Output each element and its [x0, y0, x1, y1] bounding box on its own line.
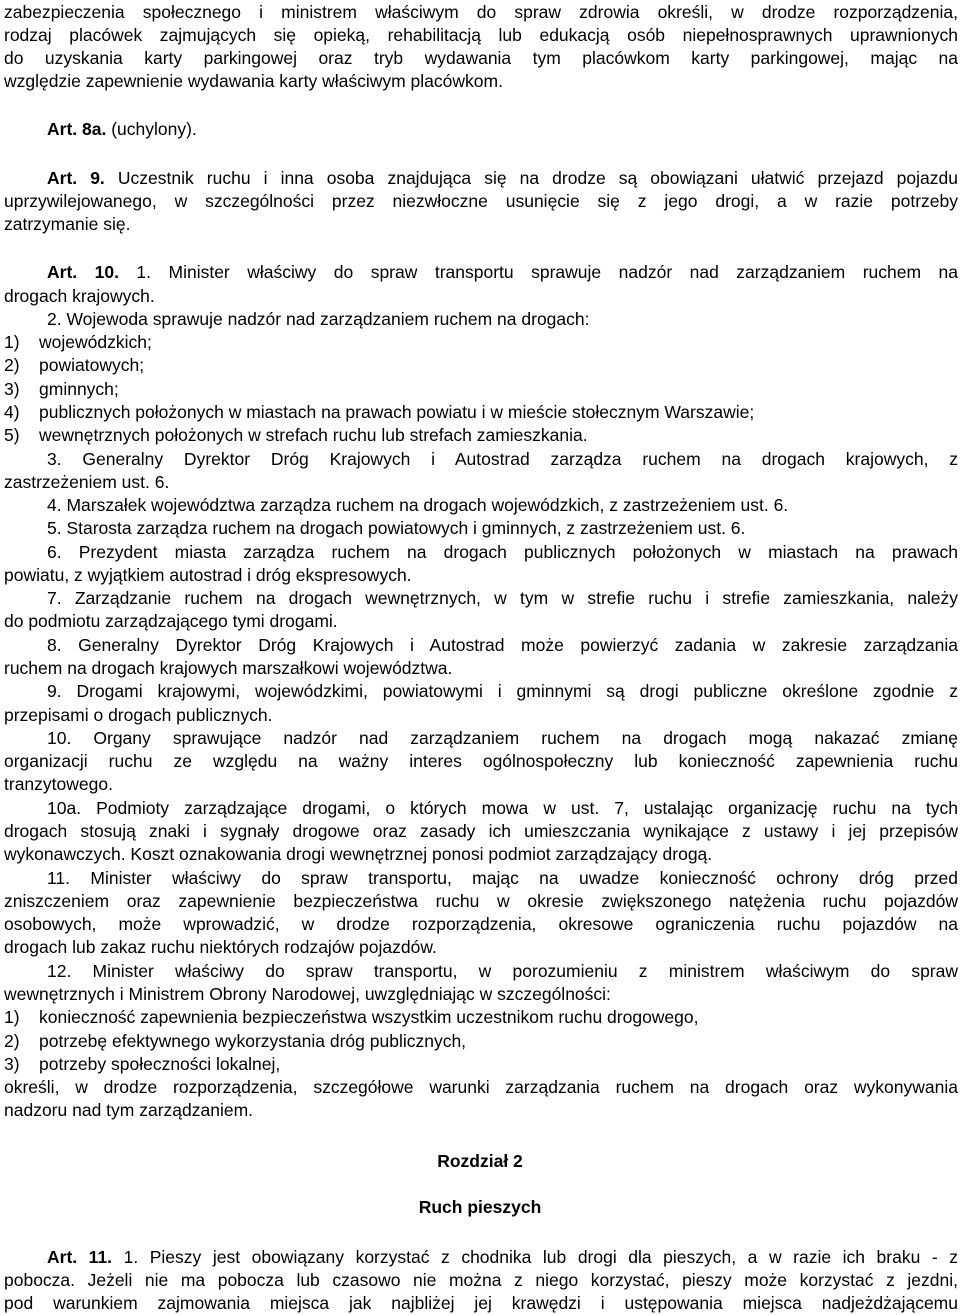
text-line: 9. Drogami krajowymi, wojewódzkimi, powiatowymi i gminnymi są drogi publiczne określone zgodnie z [47, 681, 958, 701]
text-line: powiatu, z wyjątkiem autostrad i dróg ekspresowych. [4, 565, 412, 585]
text-line: 8. Generalny Dyrektor Dróg Krajowych i Autostrad może powierzyć zadania w zakresie zarządzania [47, 635, 958, 655]
chapter-number: Rozdział 2 [437, 1151, 523, 1171]
article-11 [47, 1245, 958, 1269]
article-text: 1. Minister właściwy do spraw transportu sprawuje nadzór nad zarządzaniem ruchem na [118, 262, 958, 282]
text-line: 10a. Podmioty zarządzające drogami, o których mowa w ust. 7, ustalając organizację ruchu na tych [47, 798, 958, 818]
article-text: 1. Pieszy jest obowiązany korzystać z chodnika lub drogi dla pieszych, a w razie ich braku - z [112, 1247, 958, 1267]
text-line: pod warunkiem zajmowania miejsca jak najbliżej jej krawędzi i ustępowania miejsca nadjeżdżającemu [4, 1293, 958, 1313]
article-label: Art. 11. [47, 1247, 113, 1267]
text-line: 11. Minister właściwy do spraw transportu, mając na uwadze konieczność ochrony dróg przed [47, 868, 958, 888]
text-line: określi, w drodze rozporządzenia, szczegółowe warunki zarządzania ruchem na drogach oraz wykonywania [4, 1077, 958, 1097]
text-line: tranzytowego. [4, 774, 113, 794]
text-line: 10. Organy sprawujące nadzór nad zarządzaniem ruchem na drogach mogą nakazać zmianę [47, 728, 958, 748]
list-item: 1) wojewódzkich; [4, 332, 152, 352]
list-item: 4) publicznych położonych w miastach na prawach powiatu i w mieście stołecznym Warszawie; [4, 402, 755, 422]
list-item: 5) wewnętrznych położonych w strefach ruchu lub strefach zamieszkania. [4, 425, 588, 445]
text-line: 12. Minister właściwy do spraw transportu, w porozumieniu z ministrem właściwym do spraw [47, 961, 958, 981]
text-line: 5. Starosta zarządza ruchem na drogach powiatowych i gminnych, z zastrzeżeniem ust. 6. [47, 518, 746, 538]
text-line: 4. Marszałek województwa zarządza ruchem na drogach wojewódzkich, z zastrzeżeniem ust. 6. [47, 495, 789, 515]
list-item: 3) gminnych; [4, 379, 119, 399]
text-line: 7. Zarządzanie ruchem na drogach wewnętrznych, w tym w strefie ruchu i strefie zamieszkania, należy [47, 588, 958, 608]
text-line: wykonawczych. Koszt oznakowania drogi wewnętrznej ponosi podmiot zarządzający drogą. [4, 844, 713, 864]
text-line: zabezpieczenia społecznego i ministrem właściwym do spraw zdrowia określi, w drodze rozporządzenia, [4, 2, 958, 22]
text-line: do uzyskania karty parkingowej oraz tryb wydawania tym placówkom karty parkingowej, mając na [4, 48, 958, 68]
article-text: Uczestnik ruchu i inna osoba znajdująca się na drodze są obowiązani ułatwić przejazd pojazdu [104, 168, 958, 188]
text-line: zatrzymanie się. [4, 214, 131, 234]
text-line: drogach lub zakaz ruchu niektórych rodzajów pojazdów. [4, 937, 437, 957]
article-text: (uchylony). [106, 119, 197, 139]
text-line: drogach stosują znaki i sygnały drogowe oraz zasady ich umieszczania wynikające z ustawy i jej przepisów [4, 821, 958, 841]
list-item: 1) konieczność zapewnienia bezpieczeństwa wszystkim uczestnikom ruchu drogowego, [4, 1007, 699, 1027]
text-line: osobowych, może wprowadzić, w drodze rozporządzenia, okresowe ograniczenia ruchu pojazdów na [4, 914, 958, 934]
article-9 [47, 166, 958, 190]
text-line: organizacji ruchu ze względu na ważny interes ogólnospołeczny lub konieczność zapewnienia ruchu [4, 751, 958, 771]
text-line: 2. Wojewoda sprawuje nadzór nad zarządzaniem ruchem na drogach: [47, 309, 590, 329]
article-label: Art. 9. [47, 168, 105, 188]
text-line: drogach krajowych. [4, 286, 155, 306]
chapter-title: Ruch pieszych [418, 1197, 542, 1217]
text-line: względzie zapewnienie wydawania karty właściwym placówkom. [4, 71, 503, 91]
text-line: zniszczeniem oraz zapewnienie bezpieczeństwa ruchu w okresie zwiększonego natężenia ruchu pojazdów [4, 891, 958, 911]
text-line: rodzaj placówek zajmujących się opieką, rehabilitacją lub edukacją osób niepełnosprawnych uprawnionych [4, 25, 958, 45]
text-line: do podmiotu zarządzającego tymi drogami. [4, 611, 338, 631]
list-item: 2) powiatowych; [4, 355, 145, 375]
article-label: Art. 10. [47, 262, 119, 282]
text-line: 6. Prezydent miasta zarządza ruchem na drogach publicznych położonych w miastach na prawach [47, 542, 958, 562]
text-line: wewnętrznych i Ministrem Obrony Narodowej, uwzględniając w szczególności: [4, 984, 611, 1004]
article-10 [47, 260, 958, 284]
text-line: ruchem na drogach krajowych marszałkowi województwa. [4, 658, 453, 678]
text-line: pobocza. Jeżeli nie ma pobocza lub czasowo nie można z niego korzystać, pieszy może korzystać z jezdni, [4, 1270, 958, 1290]
list-item: 3) potrzeby społeczności lokalnej, [4, 1054, 281, 1074]
text-line: przepisami o drogach publicznych. [4, 705, 273, 725]
article-8a [47, 117, 958, 141]
text-line: nadzoru nad tym zarządzaniem. [4, 1100, 254, 1120]
text-line: zastrzeżeniem ust. 6. [4, 472, 170, 492]
article-label: Art. 8a. [47, 119, 107, 139]
text-line: 3. Generalny Dyrektor Dróg Krajowych i Autostrad zarządza ruchem na drogach krajowych, z [47, 449, 958, 469]
text-line: uprzywilejowanego, w szczególności przez niezwłoczne usunięcie się z jego drogi, a w razie potrzeby [4, 191, 958, 211]
list-item: 2) potrzebę efektywnego wykorzystania dróg publicznych, [4, 1031, 467, 1051]
